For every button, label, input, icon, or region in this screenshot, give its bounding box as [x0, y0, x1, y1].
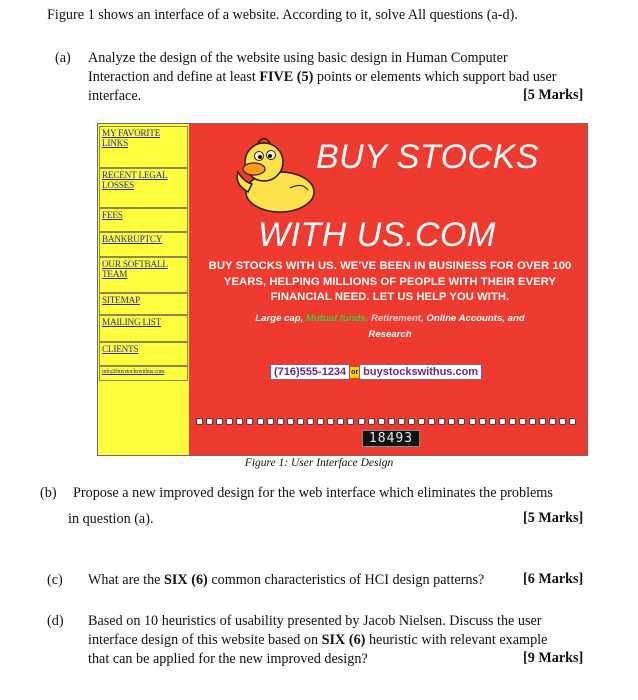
question-a-line2: Interaction and define at least FIVE (5) points or elements which support bad user	[88, 69, 557, 85]
question-b-label: (b)	[40, 485, 57, 501]
decorative-square	[297, 418, 304, 425]
site-tagline: Large cap, Mutual funds, Retirement, Online Accounts, and Research	[255, 313, 525, 340]
decorative-square	[257, 418, 264, 425]
website-screenshot	[97, 123, 588, 456]
decorative-square	[448, 418, 455, 425]
decorative-square	[368, 418, 375, 425]
decorative-square	[317, 418, 324, 425]
decorative-square	[418, 418, 425, 425]
decorative-square	[529, 418, 536, 425]
decorative-square	[489, 418, 496, 425]
site-visitor-counter: 18493	[362, 430, 420, 447]
intro-text: Figure 1 shows an interface of a website. According to it, solve All questions (a-d).	[47, 7, 518, 23]
decorative-square	[196, 418, 203, 425]
question-a-marks: [5 Marks]	[523, 87, 584, 103]
decorative-square	[388, 418, 395, 425]
site-decorative-dot-row	[196, 412, 584, 420]
decorative-square	[246, 418, 253, 425]
decorative-square	[559, 418, 566, 425]
question-d-text	[88, 612, 593, 669]
nav-link-legal-losses[interactable]: RECENT LEGAL LOSSES	[99, 168, 188, 208]
nav-link-bankruptcy[interactable]: BANKRUPTCY	[99, 232, 188, 257]
decorative-square	[519, 418, 526, 425]
decorative-square	[428, 418, 435, 425]
decorative-square	[226, 418, 233, 425]
nav-link-email[interactable]: info@buystockswithus.com	[99, 366, 188, 381]
decorative-square	[569, 418, 576, 425]
decorative-square	[549, 418, 556, 425]
decorative-square	[206, 418, 213, 425]
decorative-square	[277, 418, 284, 425]
decorative-square	[267, 418, 274, 425]
decorative-square	[337, 418, 344, 425]
nav-link-softball-team[interactable]: OUR SOFTBALL TEAM	[99, 257, 188, 293]
decorative-square	[307, 418, 314, 425]
site-contact-bar	[270, 364, 482, 380]
question-d-marks: [9 Marks]	[523, 650, 584, 666]
question-d-line3: that can be applied for the new improved design?	[88, 651, 368, 667]
decorative-square	[499, 418, 506, 425]
question-d-label: (d)	[47, 613, 64, 629]
decorative-square	[398, 418, 405, 425]
site-url-link[interactable]: buystockswithus.com	[359, 364, 482, 380]
question-d-line2: interface design of this website based on SIX (6) heuristic with relevant example	[88, 632, 548, 648]
decorative-square	[509, 418, 516, 425]
question-a-text	[88, 49, 588, 106]
decorative-square	[358, 418, 365, 425]
decorative-square	[458, 418, 465, 425]
question-c-marks: [6 Marks]	[523, 571, 584, 587]
nav-link-sitemap[interactable]: SITEMAP	[99, 293, 188, 315]
nav-link-clients[interactable]: CLIENTS	[99, 342, 188, 366]
decorative-square	[327, 418, 334, 425]
question-b-marks: [5 Marks]	[523, 510, 584, 526]
nav-link-favorite-links[interactable]: MY FAVORITE LINKS	[99, 126, 188, 168]
site-phone: (716)555-1234	[270, 364, 350, 380]
decorative-square	[216, 418, 223, 425]
decorative-square	[347, 418, 354, 425]
decorative-square	[479, 418, 486, 425]
decorative-square	[287, 418, 294, 425]
site-body-text: BUY STOCKS WITH US. WE'VE BEEN IN BUSINESS FOR OVER 100 YEARS, HELPING MILLIONS OF PEOPLE WITH THEIR EVERY FINANCIAL NEED. LET US HELP YOU WITH.	[208, 260, 572, 303]
question-c-text: What are the SIX (6) common characteristics of HCI design patterns?	[88, 572, 485, 588]
decorative-square	[539, 418, 546, 425]
question-c-label: (c)	[47, 572, 63, 588]
decorative-square	[438, 418, 445, 425]
site-title-line1: BUY STOCKS	[316, 138, 539, 176]
decorative-square	[378, 418, 385, 425]
nav-link-mailing-list[interactable]: MAILING LIST	[99, 315, 188, 342]
question-b-line1: Propose a new improved design for the web interface which eliminates the problems	[73, 485, 553, 501]
decorative-square	[408, 418, 415, 425]
question-a-line3: interface.	[88, 88, 142, 104]
question-a-line1: Analyze the design of the website using basic design in Human Computer	[88, 50, 508, 66]
site-or-label: or	[351, 368, 359, 376]
question-a-label: (a)	[55, 50, 71, 66]
figure-caption: Figure 1: User Interface Design	[244, 457, 394, 469]
duck-logo-icon	[228, 132, 320, 216]
question-b-line2: in question (a).	[68, 511, 154, 527]
nav-link-fees[interactable]: FEES	[99, 208, 188, 232]
question-d-line1: Based on 10 heuristics of usability presented by Jacob Nielsen. Discuss the user	[88, 613, 542, 629]
decorative-square	[469, 418, 476, 425]
website-nav-sidebar	[98, 124, 189, 455]
decorative-square	[236, 418, 243, 425]
site-title-line2: WITH US.COM	[258, 216, 496, 254]
